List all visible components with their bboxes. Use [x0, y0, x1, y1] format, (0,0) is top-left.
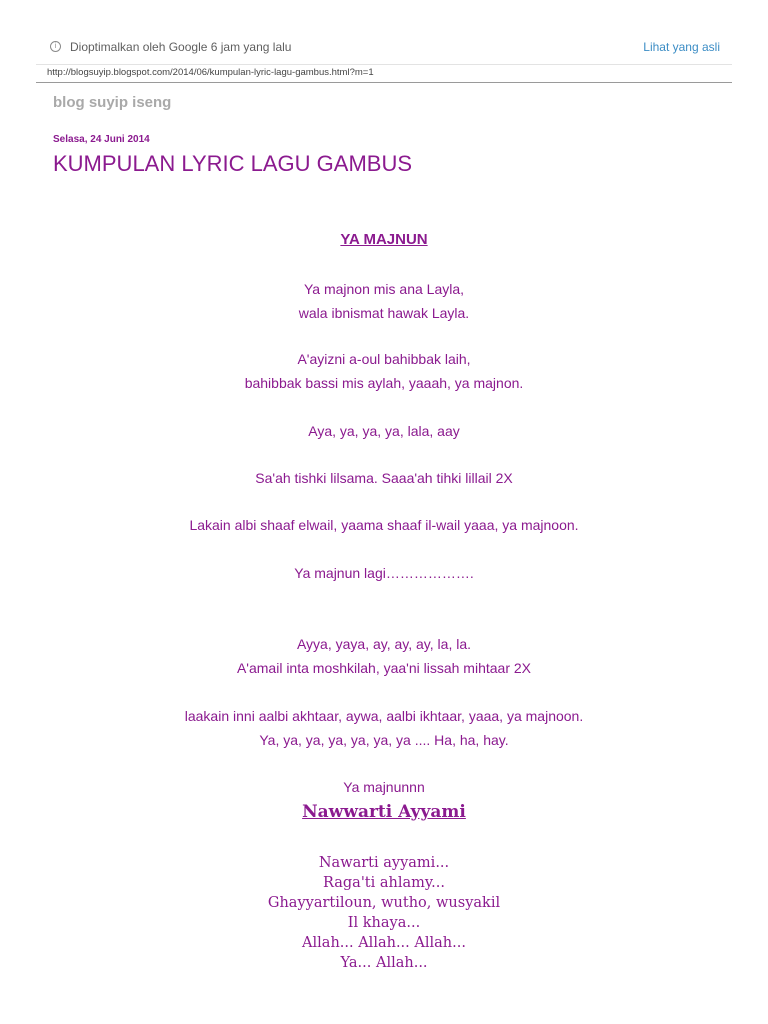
post-date: Selasa, 24 Juni 2014 [53, 134, 150, 145]
lyric-line: laakain inni aalbi akhtaar, aywa, aalbi ikhtaar, yaaa, ya majnoon. [184, 708, 584, 724]
stanza [0, 562, 768, 586]
view-original-link[interactable]: Lihat yang asli [643, 40, 720, 54]
info-icon: i [50, 41, 61, 52]
stanza [0, 467, 768, 491]
url-bar [36, 65, 732, 83]
lyric-line: Ya... Allah... [340, 955, 428, 971]
blog-title[interactable]: blog suyip iseng [53, 94, 172, 111]
stanza [0, 633, 768, 680]
lyric-line: Ya majnunnn [343, 779, 425, 795]
lyric-line: Ayya, yaya, ay, ay, ay, la, la. [296, 636, 472, 652]
lyric-line: Allah... Allah... Allah... [302, 935, 466, 951]
lyric-line: A'amail inta moshkilah, yaa'ni lissah mihtaar 2X [236, 659, 532, 676]
stanza [0, 348, 768, 395]
lyric-line: Ya majnon mis ana Layla, [303, 281, 465, 297]
lyric-line: bahibbak bassi mis aylah, yaaah, ya majnon. [244, 374, 524, 391]
page-url: http://blogsuyip.blogspot.com/2014/06/kumpulan-lyric-lagu-gambus.html?m=1 [47, 67, 374, 78]
lyric-line: Ghayyartiloun, wutho, wusyakil [267, 895, 501, 911]
lyric-line: Aya, ya, ya, ya, lala, aay [308, 423, 460, 439]
lyric-line: Il khaya... [347, 915, 421, 931]
lyric-line: Nawarti ayyami... [318, 855, 450, 871]
stanza [0, 776, 768, 800]
stanza [0, 278, 768, 325]
lyric-line: Ya majnun lagi………………. [294, 565, 474, 581]
post-title: KUMPULAN LYRIC LAGU GAMBUS [53, 151, 413, 176]
lyric-line: Sa'ah tishki lilsama. Saaa'ah tihki lillail 2X [255, 470, 513, 486]
stanza [0, 705, 768, 752]
optimized-notice: Dioptimalkan oleh Google 6 jam yang lalu [70, 40, 292, 54]
stanza [0, 420, 768, 444]
optimization-banner [36, 36, 732, 65]
lyric-line: A'ayizni a-oul bahibbak laih, [297, 351, 471, 367]
stanza [0, 853, 768, 973]
song-title-ya-majnun: YA MAJNUN [340, 231, 428, 248]
lyric-line: Lakain albi shaaf elwail, yaama shaaf il-wail yaaa, ya majnoon. [189, 517, 579, 533]
lyric-line: Ya, ya, ya, ya, ya, ya, ya .... Ha, ha, hay. [259, 731, 509, 748]
stanza [0, 514, 768, 538]
lyric-line: Raga'ti ahlamy... [323, 875, 445, 891]
lyric-line: wala ibnismat hawak Layla. [298, 304, 470, 321]
song-title-nawwarti-ayyami: Nawwarti Ayyami [302, 802, 466, 822]
